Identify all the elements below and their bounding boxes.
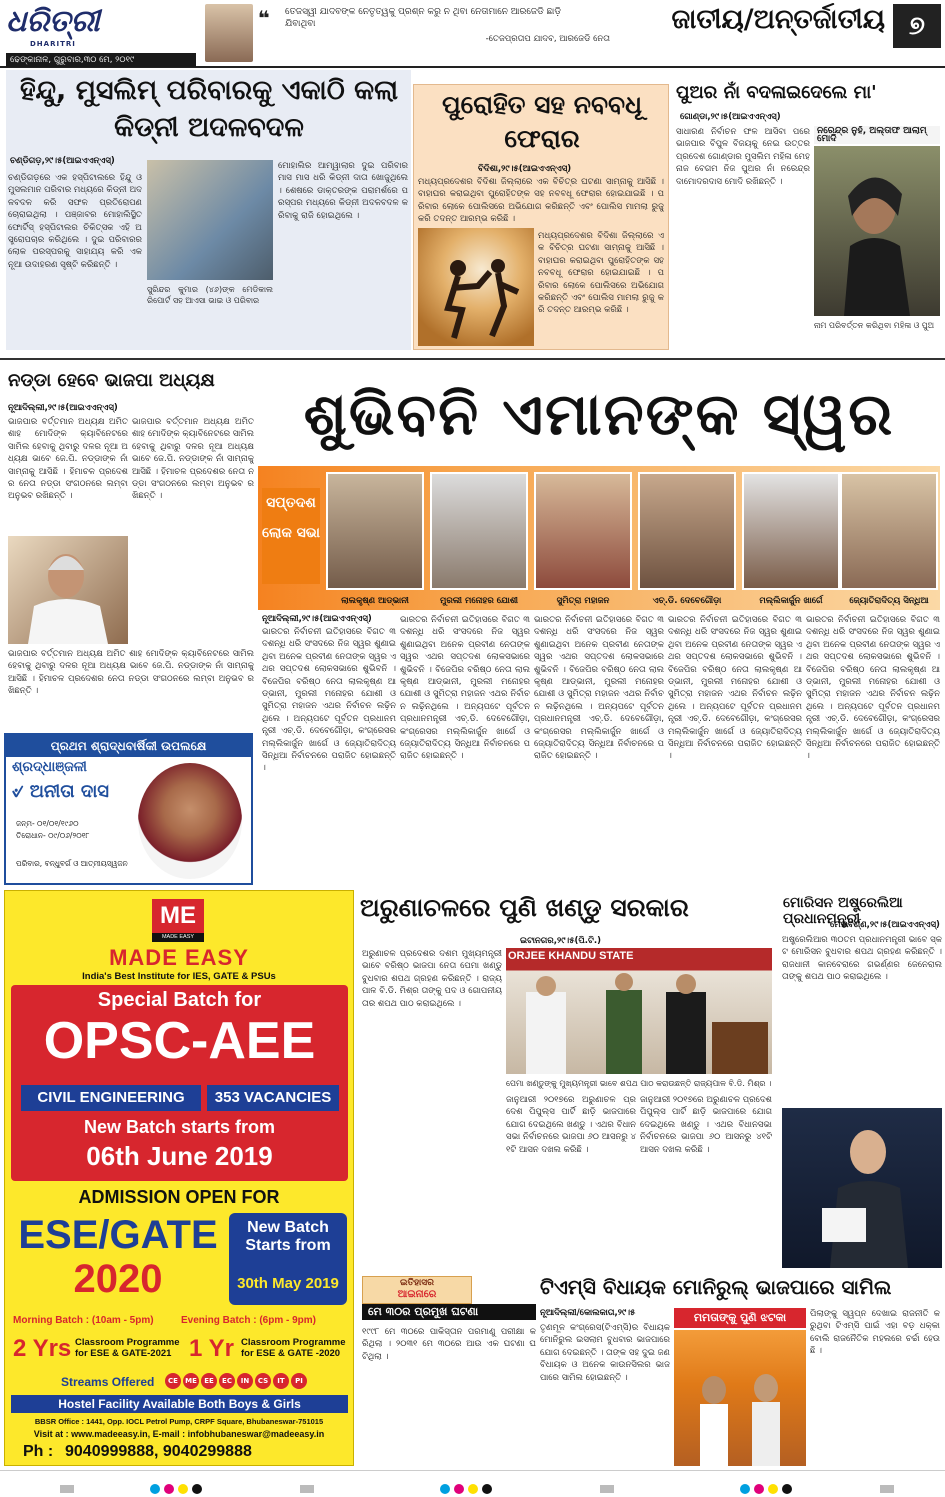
story6-dateline: ମେଲବର୍ଣ୍ଣ,୨୯।୫(ଆଇଏଏନ୍‌ଏସ୍) — [830, 920, 940, 930]
registration-bar — [60, 1485, 74, 1493]
story5-photo-banner: ORJEE KHANDU STATE — [508, 950, 634, 962]
story6-headline[interactable]: ମୋରିସନ ଅଷ୍ଟ୍ରେଲିଆ ପ୍ରଧାନମନ୍ତ୍ରୀ — [783, 895, 903, 927]
banner-body-col3: ଭାରତର ନିର୍ବାଚନୀ ଇତିହାସରେ ବିଗତ ୩ ଦଶନ୍ଧି ଧରି ସଂସଦରେ ନିଜ ସ୍ୱର ଶୁଣାଇଥିବା ଅନେକ ପ୍ରବୀଣ ନେତାଙ୍କ ସ୍ୱର ଏଥର ସପ୍ତଦଶ ଲୋକସଭାରେ ଶୁଭିବନି । ବିଜେପିର ବରିଷ୍ଠ ନେତା ଲାଲକୃଷ୍ଣ ଆଡ୍‌ଭାନୀ, ମୁରଲୀ ମନୋହର ଯୋଶୀ ଓ ସୁମିତ୍ରା ମହାଜନ ଏଥର ନିର୍ବାଚନ ଲଢ଼ିନଥିଲେ । ଅନ୍ୟପଟେ ପୂର୍ବତନ ପ୍ରଧାନମନ୍ତ୍ରୀ ଏଚ୍.ଡି. ଦେବେଗୌଡ଼ା, କଂଗ୍ରେସର ମଲ୍ଲିକାର୍ଜୁନ ଖାର୍ଗେ ଓ ଜ୍ୟୋତିରାଦିତ୍ୟ ସିନ୍ଧିଆ ନିର୍ବାଚନରେ ପରାଜିତ ହୋଇଛନ୍ତି । — [534, 615, 664, 762]
story3-dateline: ଗୋଣ୍ଡା,୨୯।୫(ଆଇଏଏନ୍‌ଏସ୍) — [680, 112, 781, 122]
leader-photo-2 — [430, 472, 528, 590]
history-tag-top: ଇତିହାସର — [400, 1278, 434, 1288]
story2-illustration — [418, 228, 534, 346]
story3-headline[interactable]: ପୁଅର ନାଁ ବଦଳାଇଦେଲେ ମା' — [676, 82, 877, 103]
stream-badge: EC — [219, 1373, 235, 1389]
story4-headline[interactable]: ନଡ୍ଡା ହେବେ ଭାଜପା ଅଧ୍ୟକ୍ଷ — [8, 370, 215, 391]
story4-body-bottom: ଭାଜପାର ବର୍ତ୍ତମାନ ଅଧ୍ୟକ୍ଷ ଅମିତ ଶାହ ମୋଦିଙ୍କ କ୍ୟାବିନେଟରେ ସାମିଲ ହେବାକୁ ଥିବାରୁ ଦଳର ନୂଆ ଅଧ୍ୟକ୍ଷ ଭାବେ ଜେ.ପି. ନଡ୍ଡାଙ୍କ ନାଁ ସାମ୍ନାକୁ ଆସିଛି । ହିମାଚଳ ପ୍ରଦେଶର ନେତା ନଡ୍ଡା ସଂଗଠନରେ ଲମ୍ବା ଅନୁଭବ ରଖିଛନ୍ତି । — [8, 649, 254, 697]
banner-label: ସପ୍ତଦଶ ଲୋକ ସଭା — [262, 488, 320, 584]
story4-photo — [8, 536, 128, 644]
ad-exam: OPSC-AEE — [43, 1012, 316, 1070]
story4-body-col1: ଭାଜପାର ବର୍ତ୍ତମାନ ଅଧ୍ୟକ୍ଷ ଅମିତ ଶାହ ମୋଦିଙ୍କ କ୍ୟାବିନେଟରେ ସାମିଲ ହେବାକୁ ଥିବାରୁ ଦଳର ନୂଆ ଅଧ୍ୟକ୍ଷ ଭାବେ ଜେ.ପି. ନଡ୍ଡାଙ୍କ ନାଁ ସାମ୍ନାକୁ ଆସିଛି । ହିମାଚଳ ପ୍ରଦେଶର ନେତା ନଡ୍ଡା ସଂଗଠନରେ ଲମ୍ବା ଅନୁଭବ ରଖିଛନ୍ତି । — [8, 417, 128, 502]
quote-text: ତେଜସ୍ୱୀ ଯାଦବଙ୍କ ନେତୃତ୍ୱକୁ ପ୍ରଶ୍ନ କରୁ ନ ଥିବା ନେତାମାନେ ଆରଜେଡି ଛାଡ଼ି ଯିବାଥିବା — [285, 7, 562, 29]
history-title: ମେ ୩୦ର ପ୍ରମୁଖ ଘଟଣା — [362, 1304, 536, 1320]
ad-phone[interactable]: 9040999888, 9040299888 — [65, 1443, 252, 1460]
story2-headline[interactable]: ପୁରୋହିତ ସହ ନବବଧୂ ଫେରାର — [441, 90, 643, 153]
ad-special: Special Batch for — [97, 989, 262, 1011]
registration-bar — [880, 1485, 894, 1493]
story7-body2: ପିଲାଙ୍କୁ ସ୍ୱପ୍ନ ଦେଖାଇ ରାଜନୀତି କରୁଥିବା ଟିଏମ୍‌ସି ପାଇଁ ଏହା ବଡ଼ ଧକ୍କା ବୋଲି ରାଜନୈତିକ ମହଲରେ ଚର୍ଚ୍ଚା ହେଉଛି । — [810, 1309, 940, 1357]
tribute-heading: ପ୍ରଥମ ଶ୍ରାଦ୍ଧବାର୍ଷିକୀ ଉପଲକ୍ଷେ — [6, 735, 251, 757]
stream-badge: CS — [255, 1373, 271, 1389]
stream-badge: EE — [201, 1373, 217, 1389]
story5-body2-col2: ଜାନୁଆରୀ ୨୦୧୭ରେ ଅରୁଣାଚଳ ପ୍ରଦେଶ ପିପୁଲ୍ସ ପାର୍ଟି ଛାଡ଼ି ଭାଜପାରେ ଯୋଗ ଦେଇଥିଲେ ଖଣ୍ଡୁ । ଏଥର ବିଧାନସଭା ନିର୍ବାଚନରେ ଭାଜପା ୬୦ ଆସନରୁ ୪୧ଟି ଆସନ ଦଖଲ କରିଛି । — [640, 1095, 772, 1155]
quote-portrait — [205, 4, 253, 62]
registration-dot-magenta — [454, 1484, 464, 1494]
leader-name-5: ମଲ୍ଲିକାର୍ଜୁନ ଖାର୍ଗେ — [759, 596, 823, 606]
story7-photo-tag: ମମତାଙ୍କୁ ପୁଣି ଝଟକା — [674, 1308, 806, 1328]
story2-body-continued: ମଧ୍ୟପ୍ରଦେଶର ବିଦିଶା ଜିଲ୍ଲାରେ ଏକ ବିଚିତ୍ର ଘଟଣା ସାମ୍ନାକୁ ଆସିଛି । ବାହାଘର କରାଇଥିବା ପୁରୋହିତଙ୍କ ସହ ନବବଧୂ ଫେରାର ହୋଇଯାଇଛି । ପରିବାର ଲୋକେ ପୋଲିସରେ ଅଭିଯୋଗ କରିଛନ୍ତି ଏବଂ ପୋଲିସ ମାମଲା ରୁଜୁ କରି ତଦନ୍ତ ଆରମ୍ଭ କରିଛି । — [538, 231, 664, 316]
story7-headline[interactable]: ଟିଏମ୍‌ସି ବିଧାୟକ ମୋନିରୁଲ୍ ଭାଜପାରେ ସାମିଲ — [540, 1275, 892, 1299]
story1-headline[interactable]: ହିନ୍ଦୁ, ମୁସଲିମ୍ ପରିବାରକୁ ଏକାଠି କଲା କିଡ୍ନୀ ଅଦଳବଦଳ — [19, 75, 399, 143]
quote-icon: ❝ — [258, 6, 270, 30]
ad-tagline: India's Best Institute for IES, GATE & PSUs — [82, 971, 276, 982]
story1-dateline: ଚଣ୍ଡିଗଡ଼,୨୯।୫(ଆଇଏଏନ୍‌ଏସ୍) — [10, 156, 115, 166]
leader-photo-4 — [638, 472, 736, 590]
quote-author: -ତେଜପ୍ରତାପ ଯାଦବ, ଆରଜେଡି ନେତା — [485, 34, 610, 44]
ad-streams-list — [165, 1373, 315, 1389]
tribute-name: ୰ ଅନୀତା ଦାସ — [12, 781, 110, 802]
leader-photo-6 — [840, 472, 938, 590]
newspaper-logo-sub: DHARITRI — [30, 40, 76, 48]
dateline-strip: ଢେଙ୍କାନାଳ, ଗୁରୁବାର,୩୦ ମେ, ୨୦୧୯ — [6, 53, 196, 67]
made-easy-logo-tag: MADE EASY — [152, 933, 204, 942]
ad-new-batch: New Batch starts from — [83, 1117, 276, 1137]
ad-streams-label: Streams Offered — [61, 1375, 155, 1389]
story2-body: ମଧ୍ୟପ୍ରଦେଶର ବିଦିଶା ଜିଲ୍ଲାରେ ଏକ ବିଚିତ୍ର ଘଟଣା ସାମ୍ନାକୁ ଆସିଛି । ବାହାଘର କରାଇଥିବା ପୁରୋହିତଙ୍କ ସହ ନବବଧୂ ଫେରାର ହୋଇଯାଇଛି । ପରିବାର ଲୋକେ ପୋଲିସରେ ଅଭିଯୋଗ କରିଛନ୍ତି ଏବଂ ପୋଲିସ ମାମଲା ରୁଜୁ କରି ତଦନ୍ତ ଆରମ୍ଭ କରିଛି । — [418, 177, 664, 225]
made-easy-logo-icon: ME — [152, 899, 204, 939]
newspaper-logo[interactable]: ଧରିତ୍ରୀ — [6, 4, 100, 39]
ad-evening: Evening Batch : (6pm - 9pm) — [181, 1315, 317, 1326]
story5-dateline: ଇଟାନଗର,୨୯।୫(ପି.ଟି.) — [520, 936, 602, 946]
ad-prog2-years: 1 Yr — [189, 1335, 234, 1362]
story3-photo — [814, 146, 940, 316]
registration-dot-black — [192, 1484, 202, 1494]
section-divider — [0, 358, 945, 360]
ad-opsc-box — [11, 985, 348, 1181]
ad-starts: New Batch Starts from — [245, 1219, 331, 1254]
ad-ese: ESE/GATE — [18, 1213, 218, 1257]
stream-badge: CE — [165, 1373, 181, 1389]
ad-brand: MADE EASY — [109, 945, 249, 970]
story4-dateline: ନୂଆଦିଲ୍ଲୀ,୨୯।୫(ଆଇଏଏନ୍‌ଏସ୍) — [8, 403, 118, 413]
story2-dateline: ବିଦିଶା,୨୯।୫(ଆଇଏଏନ୍‌ଏସ୍) — [478, 164, 572, 174]
ad-morning: Morning Batch : (10am - 5pm) — [13, 1315, 154, 1326]
story1-photo — [147, 160, 273, 280]
page-number: ୭ — [893, 4, 941, 48]
stream-badge: PI — [291, 1373, 307, 1389]
registration-dot-yellow — [178, 1484, 188, 1494]
story5-photo-caption: ପେମା ଖଣ୍ଡୁଙ୍କୁ ମୁଖ୍ୟମନ୍ତ୍ରୀ ଭାବେ ଶପଥ ପାଠ କରାଉଛନ୍ତି ରାଜ୍ୟପାଳ ବି.ଡି. ମିଶ୍ର । — [506, 1079, 772, 1088]
ad-starts-box — [229, 1213, 347, 1305]
ad-branch: CIVIL ENGINEERING — [21, 1085, 201, 1111]
history-tag — [362, 1276, 472, 1304]
banner-body-col2: ଭାରତର ନିର୍ବାଚନୀ ଇତିହାସରେ ବିଗତ ୩ ଦଶନ୍ଧି ଧରି ସଂସଦରେ ନିଜ ସ୍ୱର ଶୁଣାଇଥିବା ଅନେକ ପ୍ରବୀଣ ନେତାଙ୍କ ସ୍ୱର ଏଥର ସପ୍ତଦଶ ଲୋକସଭାରେ ଶୁଭିବନି । ବିଜେପିର ବରିଷ୍ଠ ନେତା ଲାଲକୃଷ୍ଣ ଆଡ୍‌ଭାନୀ, ମୁରଲୀ ମନୋହର ଯୋଶୀ ଓ ସୁମିତ୍ରା ମହାଜନ ଏଥର ନିର୍ବାଚନ ଲଢ଼ିନଥିଲେ । ଅନ୍ୟପଟେ ପୂର୍ବତନ ପ୍ରଧାନମନ୍ତ୍ରୀ ଏଚ୍.ଡି. ଦେବେଗୌଡ଼ା, କଂଗ୍ରେସର ମଲ୍ଲିକାର୍ଜୁନ ଖାର୍ଗେ ଓ ଜ୍ୟୋତିରାଦିତ୍ୟ ସିନ୍ଧିଆ ନିର୍ବାଚନରେ ପରାଜିତ ହୋଇଛନ୍ତି । — [400, 615, 530, 762]
story1-column-3: ମୋହାଲିର ଆମ୍ୱାଲାର ଦୁଇ ପରିବାର ମାସ ମାସ ଧରି କିଡ୍ନୀ ଦାତା ଖୋଜୁଥିଲେ । ଶେଷରେ ଡାକ୍ତରଙ୍କ ପରାମର୍ଶରେ ପରସ୍ପର ମଧ୍ୟରେ କିଡ୍ନୀ ଅଦଳବଦଳ କରିବାକୁ ରାଜି ହୋଇଥିଲେ । — [278, 161, 408, 221]
stream-badge: ME — [183, 1373, 199, 1389]
banner-body-col4: ଭାରତର ନିର୍ବାଚନୀ ଇତିହାସରେ ବିଗତ ୩ ଦଶନ୍ଧି ଧରି ସଂସଦରେ ନିଜ ସ୍ୱର ଶୁଣାଇଥିବା ଅନେକ ପ୍ରବୀଣ ନେତାଙ୍କ ସ୍ୱର ଏଥର ସପ୍ତଦଶ ଲୋକସଭାରେ ଶୁଭିବନି । ବିଜେପିର ବରିଷ୍ଠ ନେତା ଲାଲକୃଷ୍ଣ ଆଡ୍‌ଭାନୀ, ମୁରଲୀ ମନୋହର ଯୋଶୀ ଓ ସୁମିତ୍ରା ମହାଜନ ଏଥର ନିର୍ବାଚନ ଲଢ଼ିନଥିଲେ । ଅନ୍ୟପଟେ ପୂର୍ବତନ ପ୍ରଧାନମନ୍ତ୍ରୀ ଏଚ୍.ଡି. ଦେବେଗୌଡ଼ା, କଂଗ୍ରେସର ମଲ୍ଲିକାର୍ଜୁନ ଖାର୍ଗେ ଓ ଜ୍ୟୋତିରାଦିତ୍ୟ ସିନ୍ଧିଆ ନିର୍ବାଚନରେ ପରାଜିତ ହୋଇଛନ୍ତି । — [668, 615, 802, 762]
tribute-born: ଜନ୍ମ- ୦୧/୦୧/୧୯୬୦ — [16, 819, 79, 828]
ad-admission: ADMISSION OPEN FOR — [78, 1187, 280, 1207]
leader-name-6: ଜ୍ୟୋତିରାଦିତ୍ୟ ସିନ୍ଧିଆ — [849, 596, 929, 606]
ad-ese-year: 2020 — [73, 1257, 163, 1301]
history-body: ୧୯୯୮ ମେ ୩୦ରେ ପାକିସ୍ତାନ ପରମାଣୁ ପରୀକ୍ଷା କରିଥିଲା । ୨୦୩୧ ମେ ୩୦ରେ ଆଉ ଏକ ଘଟଣା ଘଟିଥିଲା । — [362, 1327, 536, 1362]
story1-column-1: ଚଣ୍ଡିଗଡ଼ରେ ଏକ ହସ୍ପିଟାଲରେ ହିନ୍ଦୁ ଓ ମୁସଲମାନ ପରିବାର ମଧ୍ୟରେ କିଡ୍ନୀ ଅଦଳବଦଳ କରି ସଫଳ ପ୍ରତିରୋପଣ ଚୋରାଇଥିଲା । ପଞ୍ଜାବର ମୋହାଲିସ୍ଥିତ ଫୋର୍ଟିସ୍ ହସ୍ପିଟାଲର ଚିକିତ୍ସକ ଏହି ଅସ୍ତ୍ରୋପଚାର କରିଥିଲେ । ଦୁଇ ପରିବାରର ଲୋକ ପରସ୍ପରକୁ ସାହାଯ୍ୟ କରି ଏକ ନୂଆ ଉଦାହରଣ ସୃଷ୍ଟି କରିଛନ୍ତି । — [8, 173, 142, 270]
ad-phone-label: Ph : — [23, 1443, 54, 1460]
story7-photo — [674, 1330, 806, 1466]
story6-body: ଅଷ୍ଟ୍ରେଲିଆର ୩୦ତମ ପ୍ରଧାନମନ୍ତ୍ରୀ ଭାବେ ସ୍କଟ ମୋରିସନ ବୁଧବାର ଶପଥ ଗ୍ରହଣ କରିଛନ୍ତି । ରାଜଧାନୀ କାନବେରାରେ ଗଭର୍ଣ୍ଣର ଜେନେରାଲ ତାଙ୍କୁ ଶପଥ ପାଠ କରାଇଥିଲେ । — [782, 935, 942, 983]
story5-body: ଅରୁଣାଚଳ ପ୍ରଦେଶର ଦଶମ ମୁଖ୍ୟମନ୍ତ୍ରୀ ଭାବେ ବରିଷ୍ଠ ଭାଜପା ନେତା ପେମା ଖଣ୍ଡୁ ବୁଧବାର ଶପଥ ଗ୍ରହଣ କରିଛନ୍ତି । ରାଜ୍ୟପାଳ ବି.ଡି. ମିଶ୍ର ତାଙ୍କୁ ପଦ ଓ ଗୋପନୀୟତାର ଶପଥ ପାଠ କରାଇଥିଲେ । — [362, 949, 502, 1009]
story6-photo — [782, 1108, 942, 1268]
story4-body-col2: ଭାଜପାର ବର୍ତ୍ତମାନ ଅଧ୍ୟକ୍ଷ ଅମିତ ଶାହ ମୋଦିଙ୍କ କ୍ୟାବିନେଟରେ ସାମିଲ ହେବାକୁ ଥିବାରୁ ଦଳର ନୂଆ ଅଧ୍ୟକ୍ଷ ଭାବେ ଜେ.ପି. ନଡ୍ଡାଙ୍କ ନାଁ ସାମ୍ନାକୁ ଆସିଛି । ହିମାଚଳ ପ୍ରଦେଶର ନେତା ନଡ୍ଡା ସଂଗଠନରେ ଲମ୍ବା ଅନୁଭବ ରଖିଛନ୍ତି । — [132, 417, 254, 502]
leader-name-4: ଏଚ୍.ଡି. ଦେବେଗୌଡ଼ା — [652, 596, 722, 606]
registration-bar — [300, 1485, 314, 1493]
history-tag-bottom: ଆଇନାରେ — [397, 1289, 437, 1300]
tribute-ad[interactable] — [4, 733, 253, 885]
banner-body-col1: ଭାରତର ନିର୍ବାଚନୀ ଇତିହାସରେ ବିଗତ ୩ ଦଶନ୍ଧି ଧରି ସଂସଦରେ ନିଜ ସ୍ୱର ଶୁଣାଇଥିବା ଅନେକ ପ୍ରବୀଣ ନେତାଙ୍କ ସ୍ୱର ଏଥର ସପ୍ତଦଶ ଲୋକସଭାରେ ଶୁଭିବନି । ବିଜେପିର ବରିଷ୍ଠ ନେତା ଲାଲକୃଷ୍ଣ ଆଡ୍‌ଭାନୀ, ମୁରଲୀ ମନୋହର ଯୋଶୀ ଓ ସୁମିତ୍ରା ମହାଜନ ଏଥର ନିର୍ବାଚନ ଲଢ଼ିନଥିଲେ । ଅନ୍ୟପଟେ ପୂର୍ବତନ ପ୍ରଧାନମନ୍ତ୍ରୀ ଏଚ୍.ଡି. ଦେବେଗୌଡ଼ା, କଂଗ୍ରେସର ମଲ୍ଲିକାର୍ଜୁନ ଖାର୍ଗେ ଓ ଜ୍ୟୋତିରାଦିତ୍ୟ ସିନ୍ଧିଆ ନିର୍ବାଚନରେ ପରାଜିତ ହୋଇଛନ୍ତି । — [262, 627, 396, 774]
ad-hostel: Hostel Facility Available Both Boys & Girls — [11, 1395, 348, 1413]
leader-photo-1 — [326, 472, 424, 590]
leader-name-1: ଲାଲକୃଷ୍ଣ ଆଡ୍‌ଭାନୀ — [341, 596, 409, 606]
leader-name-3: ସୁମିତ୍ରା ମହାଜନ — [556, 596, 610, 606]
story1-photo-caption: ସୁରିନ୍ଦର କୁମାର (୪୬)ଙ୍କ ମେଡିକାଲ ରିପୋର୍ଟ ସହ ଆଏସା ଭାଇ ଓ ପରିବାର — [147, 285, 273, 305]
banner-title[interactable]: ଶୁଭିବନି ଏମାନଙ୍କ ସ୍ୱର — [303, 380, 895, 448]
registration-dot-cyan — [440, 1484, 450, 1494]
ad-prog1-text: Classroom Programme for ESE & GATE-2021 — [75, 1337, 180, 1359]
registration-dot-magenta — [754, 1484, 764, 1494]
stream-badge: IN — [237, 1373, 253, 1389]
registration-dot-yellow — [468, 1484, 478, 1494]
story5-photo — [506, 948, 772, 1074]
registration-dot-black — [482, 1484, 492, 1494]
ad-prog2-text: Classroom Programme for ESE & GATE -2020 — [241, 1337, 346, 1359]
ad-new-batch-date: 06th June 2019 — [86, 1141, 273, 1171]
story3-body: ସାଧାରଣ ନିର୍ବାଚନ ଫଳ ଆସିବା ପରେ ଭାଜପାର ବିପୁଳ ବିଜୟକୁ ନେଇ ଉତ୍ତରପ୍ରଦେଶ ଗୋଣ୍ଡାର ମୁସଲିମ ମହିଳା ମେହନାଜ ବେଗମ ନିଜ ପୁଅର ନାଁ ନରେନ୍ଦ୍ର ଦାମୋଦରଦାସ ମୋଦି ରଖିଛନ୍ତି । — [676, 127, 810, 187]
section-title: ଜାତୀୟ/ଅନ୍ତର୍ଜାତୀୟ — [671, 4, 885, 35]
tribute-portrait — [138, 763, 242, 879]
registration-dot-black — [782, 1484, 792, 1494]
ad-vacancies: 353 VACANCIES — [207, 1085, 339, 1111]
ad-prog1-years: 2 Yrs — [13, 1335, 72, 1362]
registration-dot-yellow — [768, 1484, 778, 1494]
registration-dot-magenta — [164, 1484, 174, 1494]
story3-photo-caption: ନାମ ପରିବର୍ତ୍ତନ କରିଥିବା ମହିଳା ଓ ପୁଅ — [814, 321, 935, 330]
story5-body2-col1: ଜାନୁଆରୀ ୨୦୧୭ରେ ଅରୁଣାଚଳ ପ୍ରଦେଶ ପିପୁଲ୍ସ ପାର୍ଟି ଛାଡ଼ି ଭାଜପାରେ ଯୋଗ ଦେଇଥିଲେ ଖଣ୍ଡୁ । ଏଥର ବିଧାନସଭା ନିର୍ବାଚନରେ ଭାଜପା ୬୦ ଆସନରୁ ୪୧ଟି ଆସନ ଦଖଲ କରିଛି । — [506, 1095, 636, 1155]
leader-photo-3 — [534, 472, 632, 590]
tribute-died: ତିରୋଧାନ- ୦୯/୦୬/୨୦୧୮ — [16, 831, 90, 840]
story7-dateline: ନୂଆଦିଲ୍ଲୀ/କୋଲକାତା,୨୯।୫ — [540, 1308, 636, 1318]
ad-office: BBSR Office : 1441, Opp. IOCL Petrol Pump, CRPF Square, Bhubaneswar-751015 — [34, 1417, 324, 1426]
leader-photo-5 — [742, 472, 840, 590]
tribute-sub: ଶ୍ରଦ୍ଧାଞ୍ଜଳୀ — [12, 759, 87, 775]
ad-visit[interactable]: Visit at : www.madeeasy.in, E-mail : infobhubaneswar@madeeasy.in — [33, 1429, 325, 1439]
stream-badge: IT — [273, 1373, 289, 1389]
story7-body: ତୃଣମୂଳ କଂଗ୍ରେସ(ଟିଏମ୍‌ସି)ର ବିଧାୟକ ମୋନିରୁଲ ଇସଲାମ ବୁଧବାର ଭାଜପାରେ ଯୋଗ ଦେଇଛନ୍ତି । ତାଙ୍କ ସହ ଦୁଇ ଜଣ ବିଧାୟକ ଓ ଅନେକ କାଉନସିଲର ଭାଜପାରେ ସାମିଲ ହୋଇଛନ୍ତି । — [540, 1323, 670, 1383]
leader-name-2: ମୁରଲୀ ମନୋହର ଯୋଶୀ — [439, 596, 519, 606]
ad-starts-date: 30th May 2019 — [237, 1275, 339, 1292]
story5-headline[interactable]: ଅରୁଣାଚଳରେ ପୁଣି ଖଣ୍ଡୁ ସରକାର — [360, 893, 689, 922]
tribute-family: ପରିବାର, ବନ୍ଧୁବର୍ଗ ଓ ଆତ୍ମୀୟସ୍ୱଜନ — [16, 859, 128, 868]
registration-bar — [600, 1485, 614, 1493]
made-easy-ad[interactable] — [4, 890, 354, 1466]
banner-body-col5: ଭାରତର ନିର୍ବାଚନୀ ଇତିହାସରେ ବିଗତ ୩ ଦଶନ୍ଧି ଧରି ସଂସଦରେ ନିଜ ସ୍ୱର ଶୁଣାଇଥିବା ଅନେକ ପ୍ରବୀଣ ନେତାଙ୍କ ସ୍ୱର ଏଥର ସପ୍ତଦଶ ଲୋକସଭାରେ ଶୁଭିବନି । ବିଜେପିର ବରିଷ୍ଠ ନେତା ଲାଲକୃଷ୍ଣ ଆଡ୍‌ଭାନୀ, ମୁରଲୀ ମନୋହର ଯୋଶୀ ଓ ସୁମିତ୍ରା ମହାଜନ ଏଥର ନିର୍ବାଚନ ଲଢ଼ିନଥିଲେ । ଅନ୍ୟପଟେ ପୂର୍ବତନ ପ୍ରଧାନମନ୍ତ୍ରୀ ଏଚ୍.ଡି. ଦେବେଗୌଡ଼ା, କଂଗ୍ରେସର ମଲ୍ଲିକାର୍ଜୁନ ଖାର୍ଗେ ଓ ଜ୍ୟୋତିରାଦିତ୍ୟ ସିନ୍ଧିଆ ନିର୍ବାଚନରେ ପରାଜିତ ହୋଇଛନ୍ତି । — [806, 615, 940, 762]
registration-dot-cyan — [150, 1484, 160, 1494]
story3-photo-tag: ନରେନ୍ଦ୍ର ନୁହଁ, ଅଲ୍ତାଫ ଆଲାମ୍ ମୋଦି — [814, 126, 940, 144]
banner-dateline: ନୂଆଦିଲ୍ଲୀ,୨୯।୫(ଆଇଏଏନ୍‌ଏସ୍) — [262, 614, 372, 624]
registration-dot-cyan — [740, 1484, 750, 1494]
